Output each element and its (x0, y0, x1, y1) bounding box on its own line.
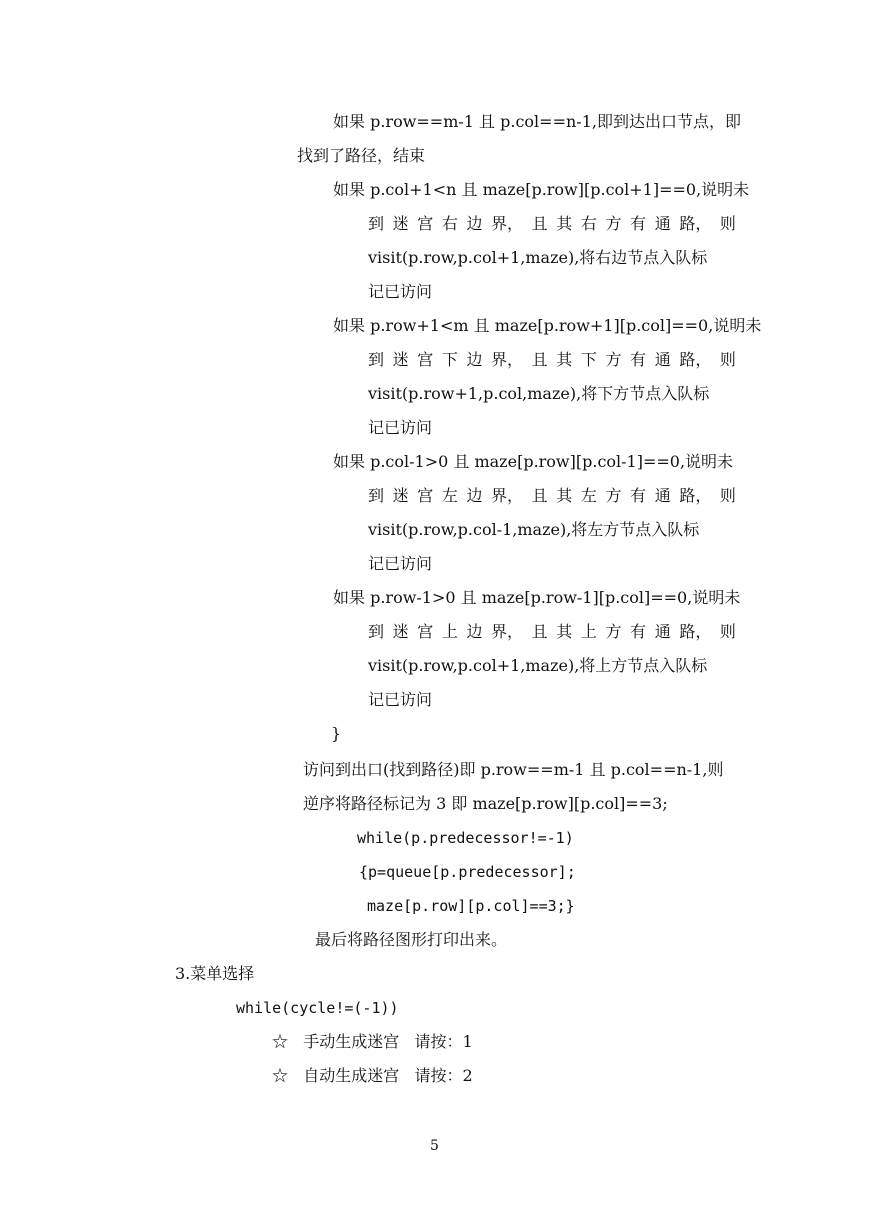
justified-char: 路， (679, 622, 712, 641)
text-line: 记已访问 (368, 690, 433, 709)
justified-char: 右 (441, 214, 458, 233)
code-line: while(cycle!=(-1)) (236, 999, 399, 1017)
justified-char: 左 (580, 486, 597, 505)
justified-char: 路， (679, 486, 712, 505)
justified-char: 左 (441, 486, 458, 505)
justified-char: 界， (491, 486, 524, 505)
section-heading: 3.菜单选择 (175, 964, 255, 983)
text-line: 如果 p.col+1<n 且 maze[p.row][p.col+1]==0,说明未 (333, 180, 750, 199)
justified-char: 迷 (392, 214, 409, 233)
justified-char: 到 (368, 486, 385, 505)
justified-char: 有 (630, 350, 647, 369)
justified-char: 且 (531, 622, 548, 641)
justified-char: 宫 (417, 350, 434, 369)
text-line: 找到了路径，结束 (297, 146, 426, 165)
justified-char: 其 (556, 622, 573, 641)
page-number: 5 (430, 1138, 439, 1154)
justified-char: 到 (368, 622, 385, 641)
justified-char: 边 (466, 350, 483, 369)
justified-char: 通 (654, 486, 671, 505)
justified-char: 有 (630, 214, 647, 233)
text-line: visit(p.row,p.col-1,maze),将左方节点入队标 (368, 520, 700, 539)
justified-char: 有 (630, 622, 647, 641)
text-line: 记已访问 (368, 282, 433, 301)
justified-char: 则 (719, 350, 736, 369)
justified-char: 路， (679, 214, 712, 233)
justified-char: 界， (491, 350, 524, 369)
justified-char: 到 (368, 214, 385, 233)
justified-char: 通 (654, 350, 671, 369)
justified-char: 迷 (392, 350, 409, 369)
code-line: while(p.predecessor!=-1) (357, 829, 574, 847)
justified-char: 迷 (392, 622, 409, 641)
justified-char: 右 (580, 214, 597, 233)
justified-char: 下 (441, 350, 458, 369)
justified-char: 则 (719, 214, 736, 233)
justified-line (368, 622, 736, 642)
justified-char: 界， (491, 622, 524, 641)
text-line: 逆序将路径标记为 3 即 maze[p.row][p.col]==3; (303, 794, 668, 813)
justified-char: 宫 (417, 214, 434, 233)
text-line: 记已访问 (368, 554, 433, 573)
justified-char: 到 (368, 350, 385, 369)
justified-char: 其 (556, 214, 573, 233)
text-line: 如果 p.col-1>0 且 maze[p.row][p.col-1]==0,说明未 (333, 452, 734, 471)
justified-char: 且 (531, 486, 548, 505)
justified-char: 上 (441, 622, 458, 641)
menu-option-line: ☆ 自动生成迷宫 请按：2 (272, 1066, 473, 1085)
justified-char: 边 (466, 214, 483, 233)
justified-char: 边 (466, 622, 483, 641)
text-line: 如果 p.row-1>0 且 maze[p.row-1][p.col]==0,说明未 (333, 588, 741, 607)
justified-char: 其 (556, 486, 573, 505)
justified-char: 且 (531, 214, 548, 233)
text-line: visit(p.row,p.col+1,maze),将右边节点入队标 (368, 248, 708, 267)
code-line: {p=queue[p.predecessor]; (359, 863, 576, 881)
justified-char: 边 (466, 486, 483, 505)
justified-char: 迷 (392, 486, 409, 505)
justified-char: 界， (491, 214, 524, 233)
justified-char: 且 (531, 350, 548, 369)
text-line: 记已访问 (368, 418, 433, 437)
justified-line (368, 486, 736, 506)
justified-char: 方 (605, 622, 622, 641)
text-line: 如果 p.row+1<m 且 maze[p.row+1][p.col]==0,说明未 (333, 316, 762, 335)
text-line: visit(p.row+1,p.col,maze),将下方节点入队标 (368, 384, 710, 403)
justified-char: 路， (679, 350, 712, 369)
justified-char: 有 (630, 486, 647, 505)
code-line: maze[p.row][p.col]==3;} (367, 897, 575, 915)
justified-char: 通 (654, 214, 671, 233)
text-line: 访问到出口(找到路径)即 p.row==m-1 且 p.col==n-1,则 (303, 760, 724, 779)
justified-char: 通 (654, 622, 671, 641)
justified-char: 方 (605, 214, 622, 233)
closing-brace: } (331, 724, 342, 743)
justified-char: 方 (605, 486, 622, 505)
justified-char: 则 (719, 622, 736, 641)
text-line: visit(p.row,p.col+1,maze),将上方节点入队标 (368, 656, 708, 675)
text-line: 如果 p.row==m-1 且 p.col==n-1,即到达出口节点，即 (333, 112, 741, 131)
justified-char: 宫 (417, 486, 434, 505)
justified-line (368, 214, 736, 234)
justified-char: 上 (580, 622, 597, 641)
justified-char: 其 (556, 350, 573, 369)
menu-option-line: ☆ 手动生成迷宫 请按：1 (272, 1032, 473, 1051)
justified-line (368, 350, 736, 370)
text-line: 最后将路径图形打印出来。 (315, 930, 508, 949)
justified-char: 方 (605, 350, 622, 369)
justified-char: 则 (719, 486, 736, 505)
justified-char: 宫 (417, 622, 434, 641)
justified-char: 下 (580, 350, 597, 369)
